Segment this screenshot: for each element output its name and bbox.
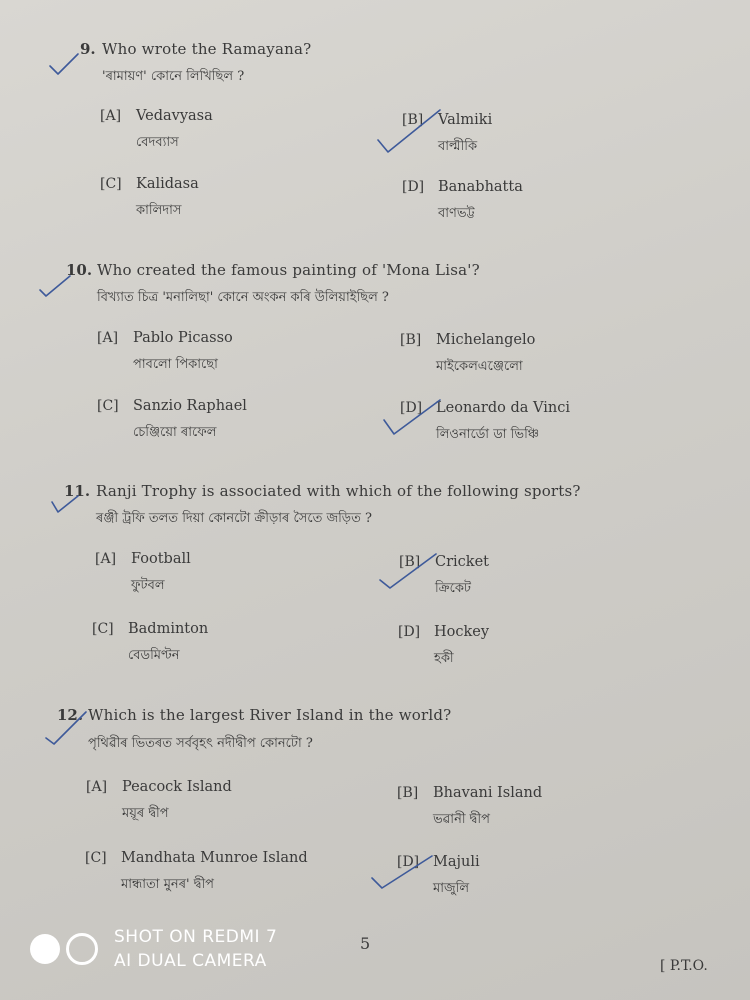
option-a: [A] Football ফুটবল xyxy=(95,551,191,593)
option-a: [A] Pablo Picasso পাবলো পিকাছো xyxy=(97,330,233,372)
option-d: [D] Banabhatta বাণভট্ট xyxy=(402,179,523,221)
question-text-bn: 'ৰামায়ণ' কোনে লিখিছিল ? xyxy=(102,69,245,84)
camera-watermark xyxy=(30,925,277,973)
question-text-en: Who created the famous painting of 'Mona Lisa'? xyxy=(97,261,480,279)
question-text-bn: বিখ্যাত চিত্ৰ 'মনালিছা' কোনে অংকন কৰি উলিয়াইছিল ? xyxy=(97,290,389,305)
option-c: [C] Mandhata Munroe Island মান্ধাতা মুনৰ' দ্বীপ xyxy=(85,850,308,892)
option-b: [B] Valmiki বাল্মীকি xyxy=(402,112,493,154)
option-b: [B] Cricket ক্ৰিকেট xyxy=(399,554,489,596)
option-a: [A] Peacock Island ময়ূৰ দ্বীপ xyxy=(86,779,232,821)
question-text-en: Which is the largest River Island in the world? xyxy=(88,706,452,724)
question-text-bn: পৃথিৱীৰ ভিতৰত সৰ্ববৃহৎ নদীদ্বীপ কোনটো ? xyxy=(88,736,313,751)
tick-q9-icon xyxy=(50,54,78,74)
question-number: 9. xyxy=(80,40,96,58)
option-d: [D] Leonardo da Vinci লিওনাৰ্ডো ডা ভিঞ্চি xyxy=(400,400,570,442)
question-text-en: Who wrote the Ramayana? xyxy=(102,40,312,58)
tick-q10-icon xyxy=(40,276,70,296)
question-number: 10. xyxy=(66,261,93,279)
camera-logo-icon xyxy=(30,933,98,965)
option-b: [B] Michelangelo মাইকেলএঞ্জেলো xyxy=(400,332,536,374)
option-d: [D] Majuli মাজুলি xyxy=(397,854,480,896)
option-c: [C] Badminton বেডমিণ্টন xyxy=(92,621,209,663)
question-number: 11. xyxy=(64,482,91,500)
watermark-line-1: SHOT ON REDMI 7 xyxy=(114,927,278,947)
page-number: 5 xyxy=(360,934,371,953)
option-a: [A] Vedavyasa বেদব্যাস xyxy=(100,108,213,150)
question-number: 12. xyxy=(57,706,84,724)
watermark-line-2: AI DUAL CAMERA xyxy=(114,951,267,971)
question-text-bn: ৰঞ্জী ট্ৰফি তলত দিয়া কোনটো ক্ৰীড়াৰ সৈতে জড়িত ? xyxy=(96,511,372,526)
option-b: [B] Bhavani Island ভৱানী দ্বীপ xyxy=(397,785,543,827)
question-text-en: Ranji Trophy is associated with which of the following sports? xyxy=(96,482,581,500)
option-c: [C] Kalidasa কালিদাস xyxy=(100,176,199,218)
option-d: [D] Hockey হকী xyxy=(398,624,490,666)
option-c: [C] Sanzio Raphael চেঞ্জিয়ো ৰাফেল xyxy=(97,398,247,440)
pto-label: [ P.T.O. xyxy=(660,958,708,974)
